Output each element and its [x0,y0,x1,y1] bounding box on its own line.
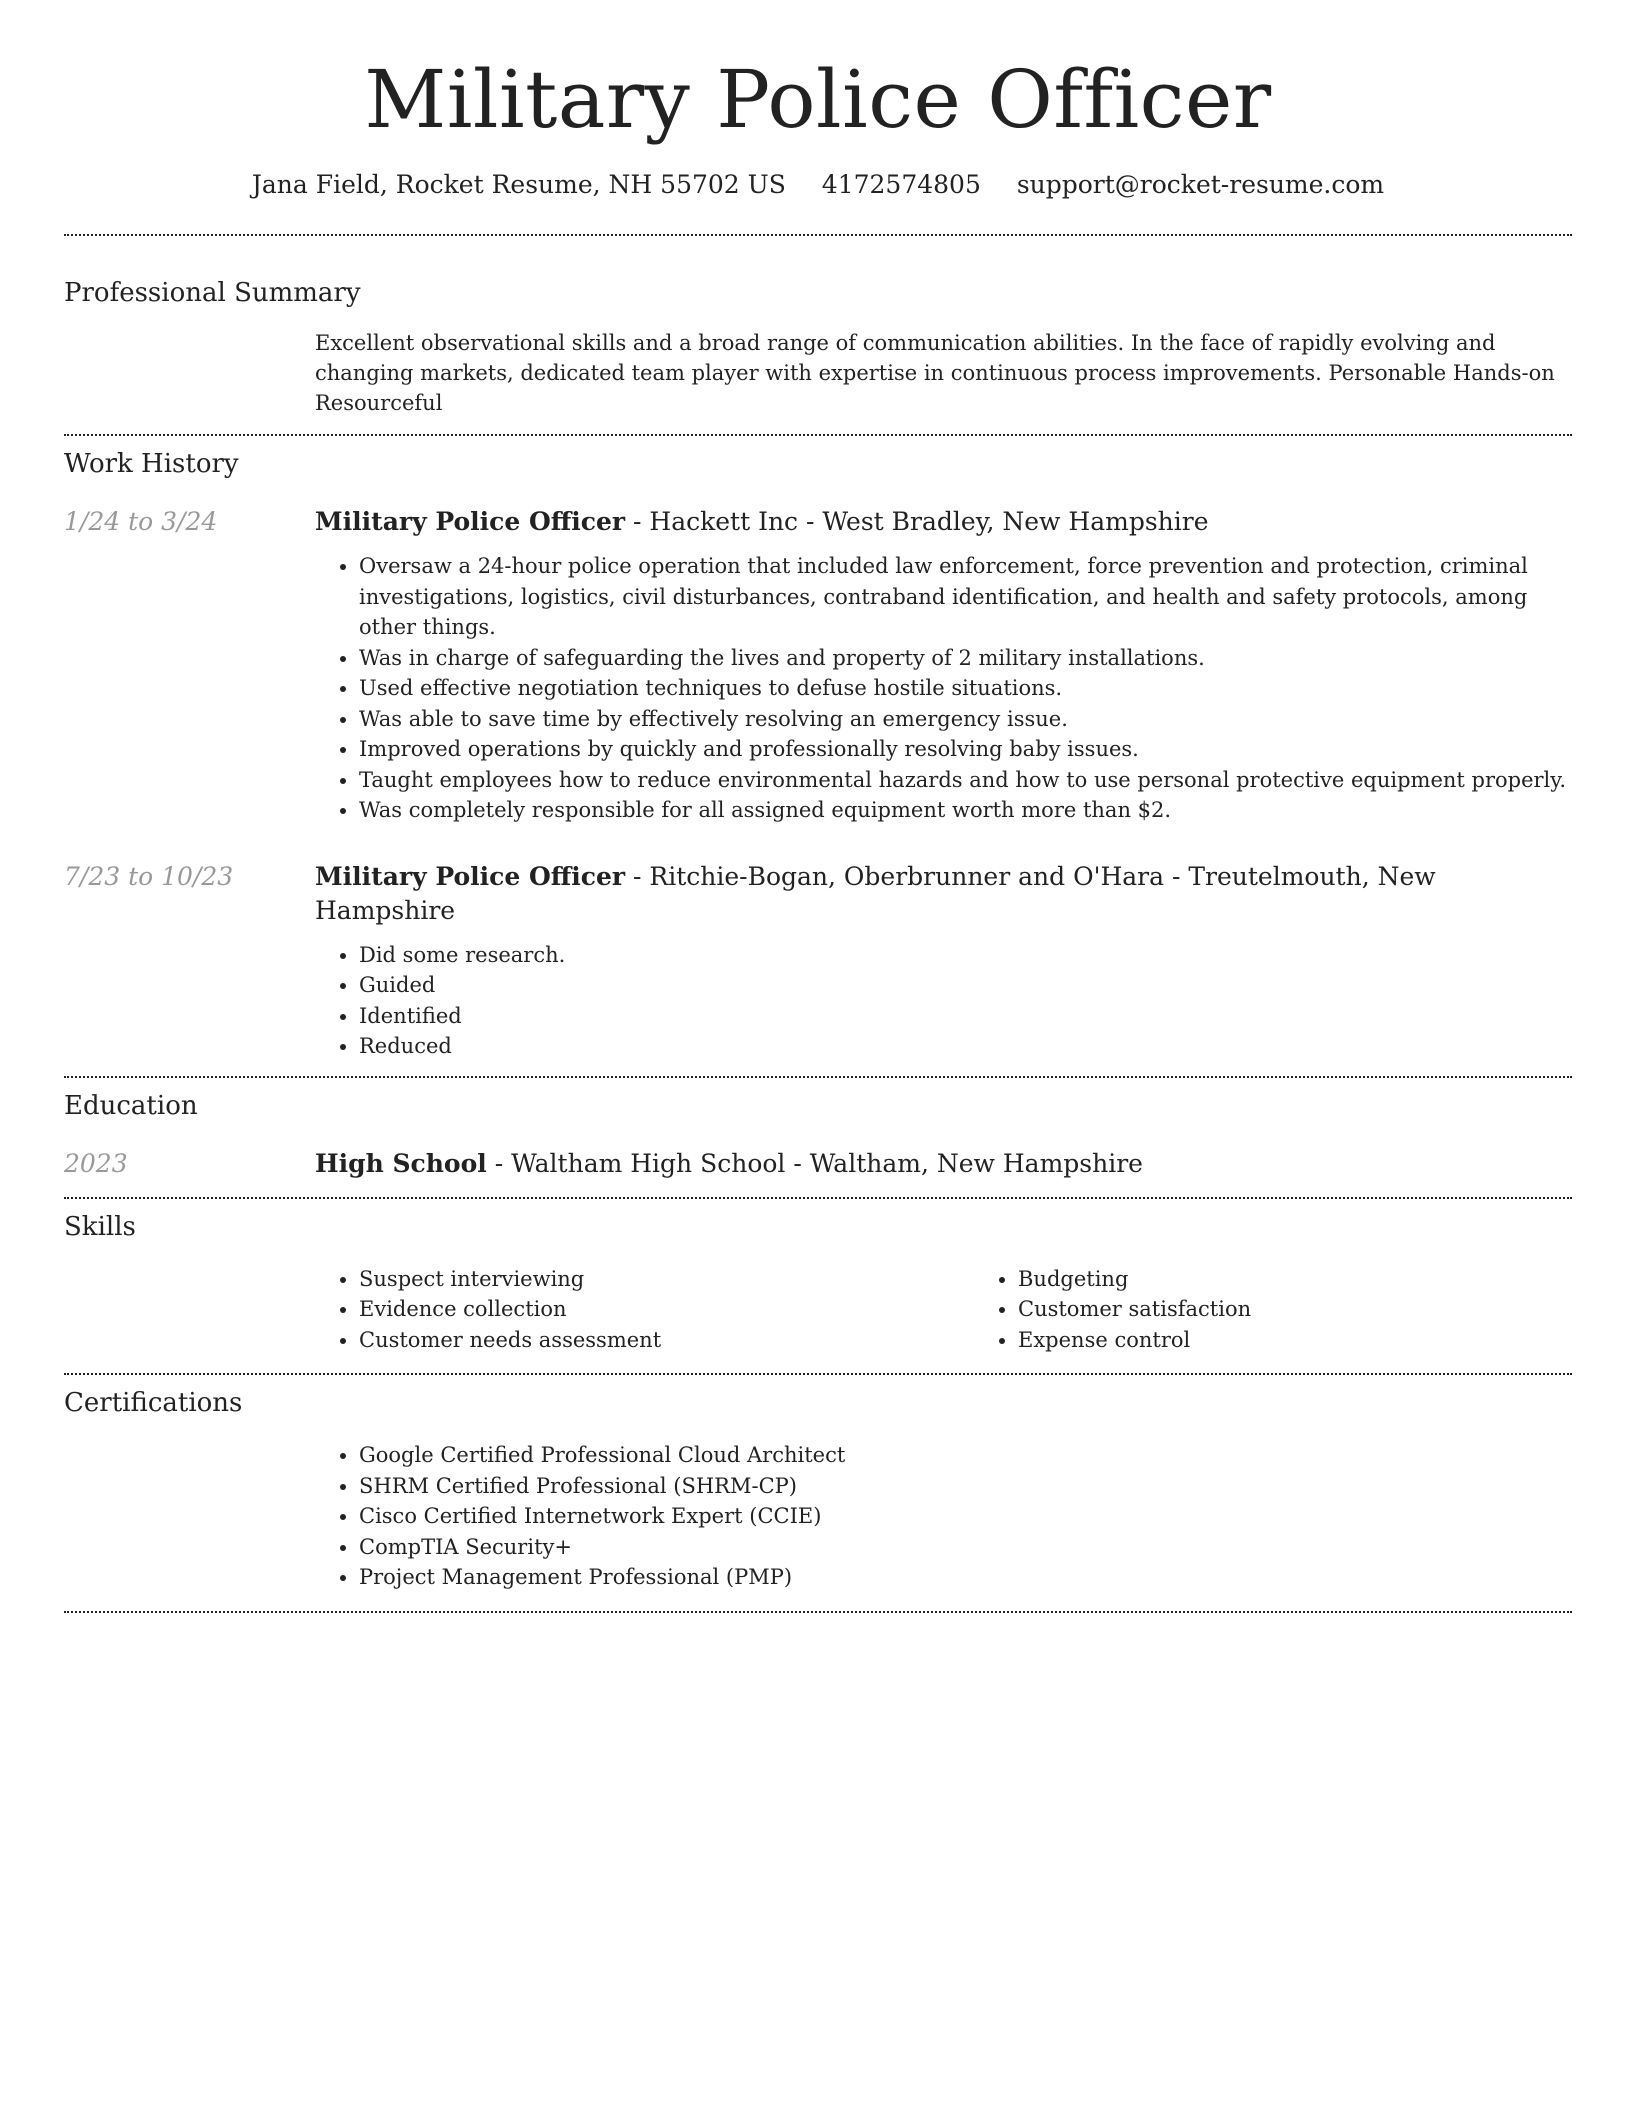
list-item: • Was able to save time by effectively resolving an emergency issue. [359,704,1572,735]
education-degree: High School [315,1148,487,1178]
education-dates: 2023 [64,1148,128,1178]
list-item: • Improved operations by quickly and professionally resolving baby issues. [359,734,1572,765]
list-item: • Cisco Certified Internetwork Expert (CCIE) [359,1501,1572,1532]
job-employer-location: - Hackett Inc - West Bradley, New Hampshire [625,507,1209,536]
list-item: • SHRM Certified Professional (SHRM-CP) [359,1471,1572,1502]
section-title-summary: Professional Summary [64,278,361,308]
list-item: • Was completely responsible for all assigned equipment worth more than $2. [359,795,1572,826]
work-history-section [64,436,1572,1062]
skills-spacer [64,1264,315,1356]
section-title-education: Education [64,1090,198,1121]
section-divider [64,1611,1572,1613]
education-entry [64,1147,1572,1181]
list-item: • Customer needs assessment [359,1325,974,1356]
section-title-work-history: Work History [64,449,239,479]
contact-email: support@rocket-resume.com [1016,170,1385,199]
list-item: • Identified [359,1001,1572,1032]
list-item: • Expense control [1018,1325,1632,1356]
list-item: • Project Management Professional (PMP) [359,1562,1572,1593]
resume-header [64,0,1572,202]
skills-list-right [974,1264,1632,1356]
summary-section [64,236,1572,418]
contact-line [64,168,1572,202]
list-item: • Reduced [359,1031,1572,1062]
job-role: Military Police Officer [315,861,626,891]
list-item: • Used effective negotiation techniques to defuse hostile situations. [359,673,1572,704]
job-employer-location: - Ritchie-Bogan, Oberbrunner and O'Hara - Treutelmouth, New Hampshire [315,861,1436,925]
job-role: Military Police Officer [315,507,626,536]
list-item: • Budgeting [1018,1264,1632,1295]
list-item: • CompTIA Security+ [359,1532,1572,1563]
contact-address: Jana Field, Rocket Resume, NH 55702 US [251,170,786,199]
resume-page [64,0,1572,1613]
skills-list-left [315,1264,974,1356]
certifications-section [64,1375,1572,1593]
list-item: • Was in charge of safeguarding the lives and property of 2 military installations. [359,643,1572,674]
skills-columns [315,1264,1632,1356]
candidate-name: Military Police Officer [364,53,1272,146]
list-item: • Guided [359,970,1572,1001]
certifications-list [315,1440,1572,1593]
summary-text: Excellent observational skills and a broad range of communication abilities. In the face of rapidly evolving and changing markets, dedicated team player with expertise in continuous process improvements. Personable Hands-on Resourceful [315,331,1555,415]
list-item: • Evidence collection [359,1294,974,1325]
section-title-certifications: Certifications [64,1388,243,1418]
list-item: • Taught employees how to reduce environmental hazards and how to use personal protective equipment properly. [359,765,1572,796]
list-item: • Customer satisfaction [1018,1294,1632,1325]
job-title-line [315,860,1572,928]
list-item: • Oversaw a 24-hour police operation that included law enforcement, force prevention and protection, criminal investigations, logistics, civil disturbances, contraband identification, and health and safety protocols, among other things. [359,551,1572,643]
job-bullets [315,940,1572,1062]
summary-spacer [64,328,315,418]
certifications-spacer [64,1440,315,1593]
job-entry [64,860,1572,1062]
job-dates: 7/23 to 10/23 [64,861,234,891]
job-dates: 1/24 to 3/24 [64,507,218,536]
education-section [64,1078,1572,1181]
contact-phone: 4172574805 [821,170,981,199]
job-bullets [315,551,1572,826]
education-title-line [315,1147,1572,1181]
list-item: • Google Certified Professional Cloud Architect [359,1440,1572,1471]
skills-section [64,1199,1572,1356]
job-entry [64,505,1572,826]
list-item: • Did some research. [359,940,1572,971]
job-title-line [315,505,1572,539]
section-title-skills: Skills [64,1211,136,1242]
list-item: • Suspect interviewing [359,1264,974,1295]
education-school-location: - Waltham High School - Waltham, New Hampshire [486,1148,1143,1178]
